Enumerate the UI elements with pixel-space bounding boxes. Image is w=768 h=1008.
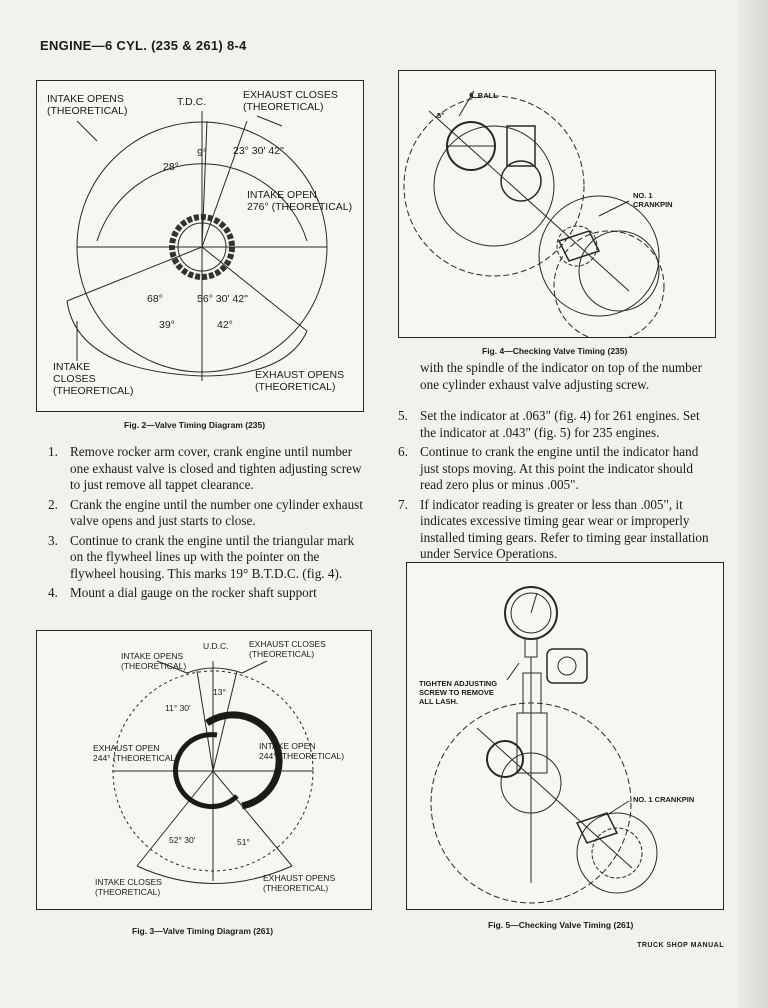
- fig5-crankpin-label: NO. 1 CRANKPIN: [633, 795, 695, 804]
- step-4: [48, 585, 366, 602]
- fig3-exhaust-opens-label: EXHAUST OPENS (THEORETICAL): [263, 873, 336, 893]
- fig2-intake-open-label: INTAKE OPEN 276° (THEORETICAL): [247, 189, 353, 213]
- step-2-number: 2.: [48, 496, 58, 512]
- fig3-angle-51-label: 51°: [237, 837, 250, 847]
- fig3-exhaust-closes-label: EXHAUST CLOSES (THEORETICAL): [249, 639, 326, 659]
- step-3-number: 3.: [48, 532, 58, 548]
- fig2-angle-23-label: 23° 30' 42": [233, 145, 284, 157]
- step-3-text: Continue to crank the engine until the triangular mark on the flywheel lines up with the pointer on the flywheel housing. This marks 19° B.T.D.C. (fig. 4).: [70, 532, 355, 581]
- step-5-number: 5.: [398, 408, 408, 423]
- figure-3-box: [36, 630, 372, 910]
- step-7-number: 7.: [398, 496, 408, 512]
- page-footer: TRUCK SHOP MANUAL: [637, 942, 724, 949]
- fig3-angle-11-label: 11° 30': [165, 703, 191, 713]
- fig2-intake-opens-label: INTAKE OPENS (THEORETICAL): [47, 93, 128, 117]
- fig5-tighten-label: TIGHTEN ADJUSTING SCREW TO REMOVE ALL LASH.: [419, 679, 498, 706]
- fig4-ball-label: ℄ BALL: [469, 91, 498, 100]
- fig3-exhaust-open-label: EXHAUST OPEN 244° (THEORETICAL): [93, 743, 179, 763]
- fig2-tdc-label: T.D.C.: [177, 96, 207, 108]
- step-7: [398, 497, 718, 563]
- step-4-text: Mount a dial gauge on the rocker shaft support: [70, 585, 317, 600]
- step-2-text: Crank the engine until the number one cylinder exhaust valve opens and just starts to close.: [70, 496, 363, 528]
- step-1-text: Remove rocker arm cover, crank engine until number one exhaust valve is closed and tighten adjusting screw to just remove all tappet clearance.: [70, 444, 362, 492]
- page-edge-shadow: [738, 0, 768, 1008]
- fig2-angle-39-label: 39°: [159, 319, 175, 331]
- fig2-caption: Fig. 2—Valve Timing Diagram (235): [124, 420, 266, 430]
- fig5-caption: Fig. 5—Checking Valve Timing (261): [488, 920, 634, 930]
- step-3: [48, 533, 366, 583]
- step-4-number: 4.: [48, 585, 58, 600]
- fig2-angle-68-label: 68°: [147, 293, 163, 305]
- fig3-intake-closes-label: INTAKE CLOSES (THEORETICAL): [95, 877, 162, 897]
- figure-2-box: [36, 80, 364, 412]
- fig3-intake-opens-label: INTAKE OPENS (THEORETICAL): [121, 651, 187, 671]
- step-5-text: Set the indicator at .063" (fig. 4) for 261 engines. Set the indicator at .043" (fig. 5) for 235 engines.: [420, 408, 700, 440]
- fig2-exhaust-closes-label: EXHAUST CLOSES (THEORETICAL): [243, 89, 338, 113]
- fig3-udc-label: U.D.C.: [203, 641, 229, 651]
- fig2-angle-56-label: 56° 30' 42": [197, 293, 248, 305]
- fig3-caption: Fig. 3—Valve Timing Diagram (261): [132, 926, 274, 936]
- steps-left: [48, 444, 366, 605]
- step-7-text: If indicator reading is greater or less than .005", it indicates excessive timing gear wear or improperly installed timing gears. Refer to timing gear installation under Service Operations.: [420, 496, 709, 561]
- page-header: ENGINE—6 CYL. (235 & 261) 8-4: [40, 38, 247, 53]
- fig4-caption: Fig. 4—Checking Valve Timing (235): [482, 346, 628, 356]
- fig2-exhaust-opens-label: EXHAUST OPENS (THEORETICAL): [255, 369, 345, 393]
- fig2-angle-9-label: 9°: [197, 147, 208, 159]
- step-5: [398, 408, 718, 441]
- figure-4-box: [398, 70, 716, 338]
- figure-5-box: [406, 562, 724, 910]
- fig3-angle-52-label: 52° 30': [169, 835, 196, 845]
- fig2-intake-closes-label: INTAKE CLOSES (THEORETICAL): [53, 361, 134, 397]
- step-6: [398, 444, 718, 494]
- valve-timing-diagram-261: [37, 631, 371, 909]
- step-2: [48, 497, 366, 530]
- fig4-crankpin-label: NO. 1 CRANKPIN: [633, 191, 673, 209]
- fig2-angle-42-label: 42°: [217, 319, 233, 331]
- fig2-angle-28-label: 28°: [163, 161, 179, 173]
- steps-right: [398, 408, 718, 566]
- step-1: [48, 444, 366, 494]
- step-4-continued: with the spindle of the indicator on top of the number one cylinder exhaust valve adjusting screw.: [420, 360, 703, 392]
- checking-valve-timing-261-illustration: [407, 563, 723, 909]
- step-6-number: 6.: [398, 444, 408, 459]
- step-1-number: 1.: [48, 444, 58, 459]
- step-6-text: Continue to crank the engine until the indicator hand just stops moving. At this point the indicator should read zero plus or minus .005".: [420, 444, 699, 492]
- fig3-intake-open-label: INTAKE OPEN 244° (THEORETICAL): [259, 741, 345, 761]
- fig3-angle-13-label: 13°: [213, 687, 226, 697]
- fig4-angle-5-label: 5°: [437, 111, 445, 120]
